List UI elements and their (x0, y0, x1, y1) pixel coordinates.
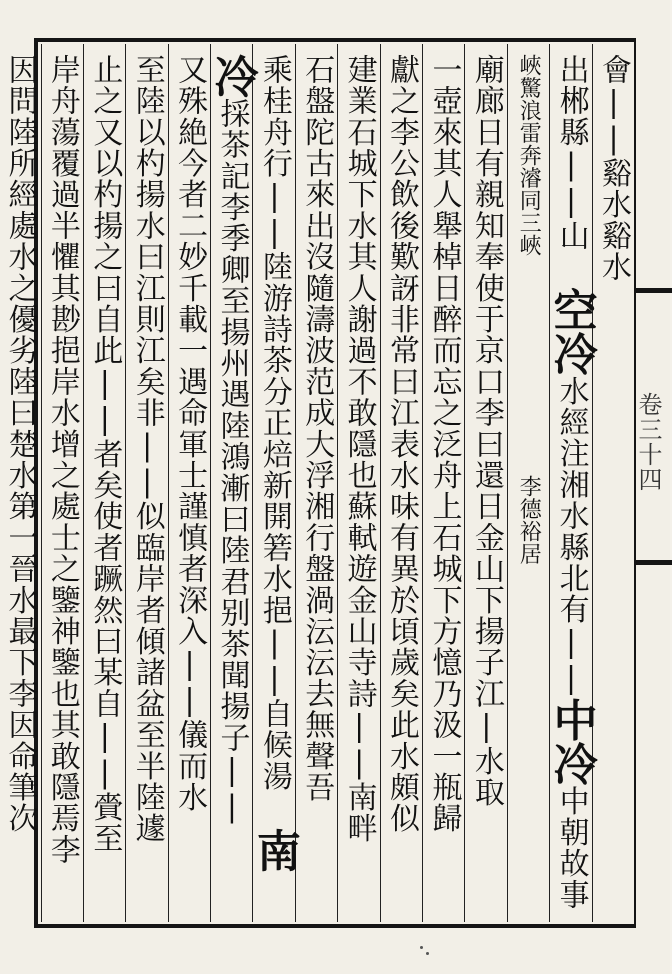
text-column (380, 44, 422, 922)
body-text: 止之又以杓揚之曰自此||者矣使者蹶然曰某自||賫至 (87, 54, 123, 854)
ink-dot (426, 952, 429, 955)
text-column (248, 44, 300, 922)
text-column (592, 44, 634, 922)
body-text: 獻之李公飲後歎訝非常曰江表水味有異於頃歲矣此水頗似 (384, 54, 420, 834)
heading-term: 空冷 (545, 287, 597, 376)
body-text: 一壺來其人舉棹日醉而忘之泛舟上石城下方憶乃汲一瓶歸 (426, 54, 462, 834)
body-text: 乘桂舟行||陸游詩茶分正焙新開箬水挹||自候湯 (256, 54, 292, 828)
text-column (83, 44, 125, 922)
body-text: 至陸以杓揚水曰江則江矣非||似臨岸者傾諸盆至半陸遽 (129, 54, 165, 844)
text-columns (2, 44, 634, 922)
body-text (511, 257, 546, 475)
text-column (206, 44, 258, 922)
text-column (507, 44, 549, 922)
text-column (295, 44, 337, 922)
volume-label: 卷三十四 (634, 392, 662, 492)
body-text: 採茶記李季卿至揚州遇陸鴻漸曰陸君别茶聞揚子|| (214, 98, 250, 826)
body-text: 石盤陀古來出沒隨濤波范成大浮湘行盤渦沄沄去無聲吾 (299, 54, 335, 803)
annotation-text: 峽驚浪雷奔濬同三峽 (516, 54, 542, 257)
text-column (337, 44, 379, 922)
body-text: 岸舟蕩覆過半懼其尠挹岸水增之處士之鑒神鑒也其敢隱焉李 (44, 54, 80, 866)
body-text: 水經注湘水縣北有|| (553, 375, 589, 698)
heading-term: 冷 (206, 54, 258, 98)
text-column (464, 44, 506, 922)
text-column (422, 44, 464, 922)
heading-term: 南 (248, 827, 300, 872)
text-column (41, 44, 83, 922)
body-text: 中朝故事 (553, 785, 589, 911)
text-column (545, 44, 597, 922)
text-column (168, 44, 210, 922)
body-text: 廟廊日有親知奉使于京口李曰還日金山下揚子江|水取 (468, 54, 504, 808)
body-text: 會||谿水谿水 (596, 54, 631, 283)
annotation-text: 李德裕居 (516, 474, 542, 565)
heading-term: 中冷 (545, 697, 597, 786)
body-text: 出郴縣||山 (553, 54, 589, 288)
ink-dot (420, 946, 423, 949)
text-column (0, 44, 41, 922)
body-text: 建業石城下水其人謝過不敢隱也蘇軾遊金山寺詩||南畔 (341, 54, 377, 844)
text-column (125, 44, 167, 922)
body-text: 又殊絶今者二妙千載一遇命軍士謹慎者深入||儀而水 (172, 54, 208, 813)
body-text: 因問陸所經處水之優劣陸曰楚水第一晉水最下李因命筆次 (2, 54, 38, 834)
